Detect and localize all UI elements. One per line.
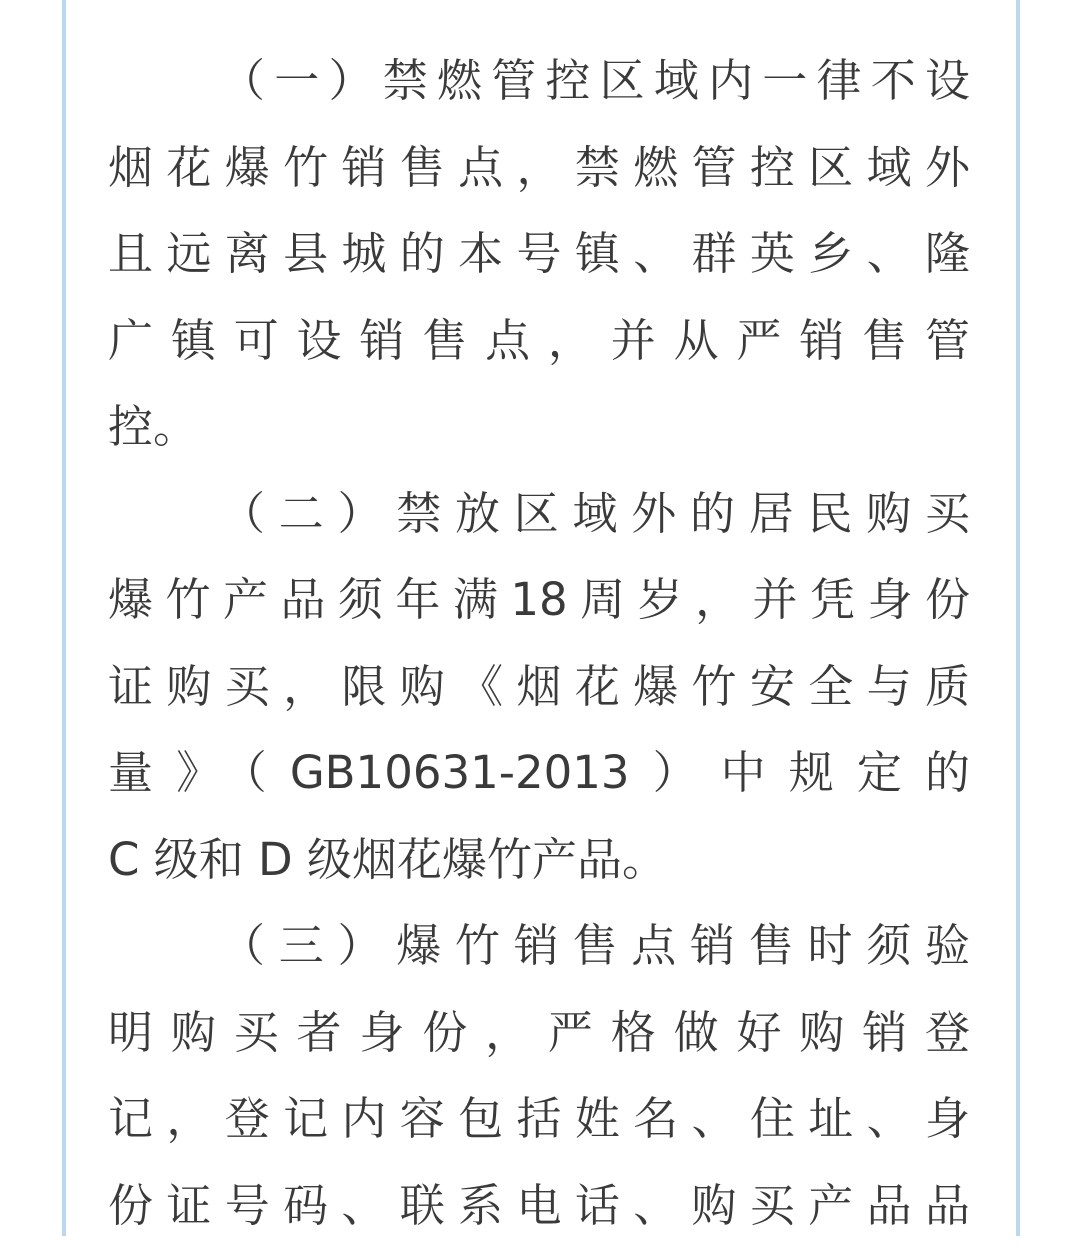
text-line: 证购买，限购《烟花爆竹安全与质 (108, 644, 970, 731)
text-line: 烟花爆竹销售点，禁燃管控区域外 (108, 125, 970, 212)
paragraph-3 (108, 903, 970, 1249)
right-border-line (1016, 0, 1020, 1236)
text-line: （三）爆竹销售点销售时须验 (108, 903, 970, 990)
text-line: 爆竹产品须年满18周岁，并凭身份 (108, 557, 970, 644)
text-line: 且远离县城的本号镇、群英乡、隆 (108, 211, 970, 298)
article-body (108, 38, 970, 1249)
text-line: 记，登记内容包括姓名、住址、身 (108, 1076, 970, 1163)
text-line: （二）禁放区域外的居民购买 (108, 471, 970, 558)
text-line: C 级和 D 级烟花爆竹产品。 (108, 817, 970, 904)
paragraph-1 (108, 38, 970, 471)
text-line: 明购买者身份，严格做好购销登 (108, 990, 970, 1077)
text-line: 份证号码、联系电话、购买产品品 (108, 1163, 970, 1249)
text-line: （一）禁燃管控区域内一律不设 (108, 38, 970, 125)
text-line: 量》（GB10631-2013）中规定的 (108, 730, 970, 817)
left-border-line (62, 0, 66, 1236)
paragraph-2 (108, 471, 970, 904)
text-line: 控。 (108, 384, 970, 471)
text-line: 广镇可设销售点，并从严销售管 (108, 298, 970, 385)
